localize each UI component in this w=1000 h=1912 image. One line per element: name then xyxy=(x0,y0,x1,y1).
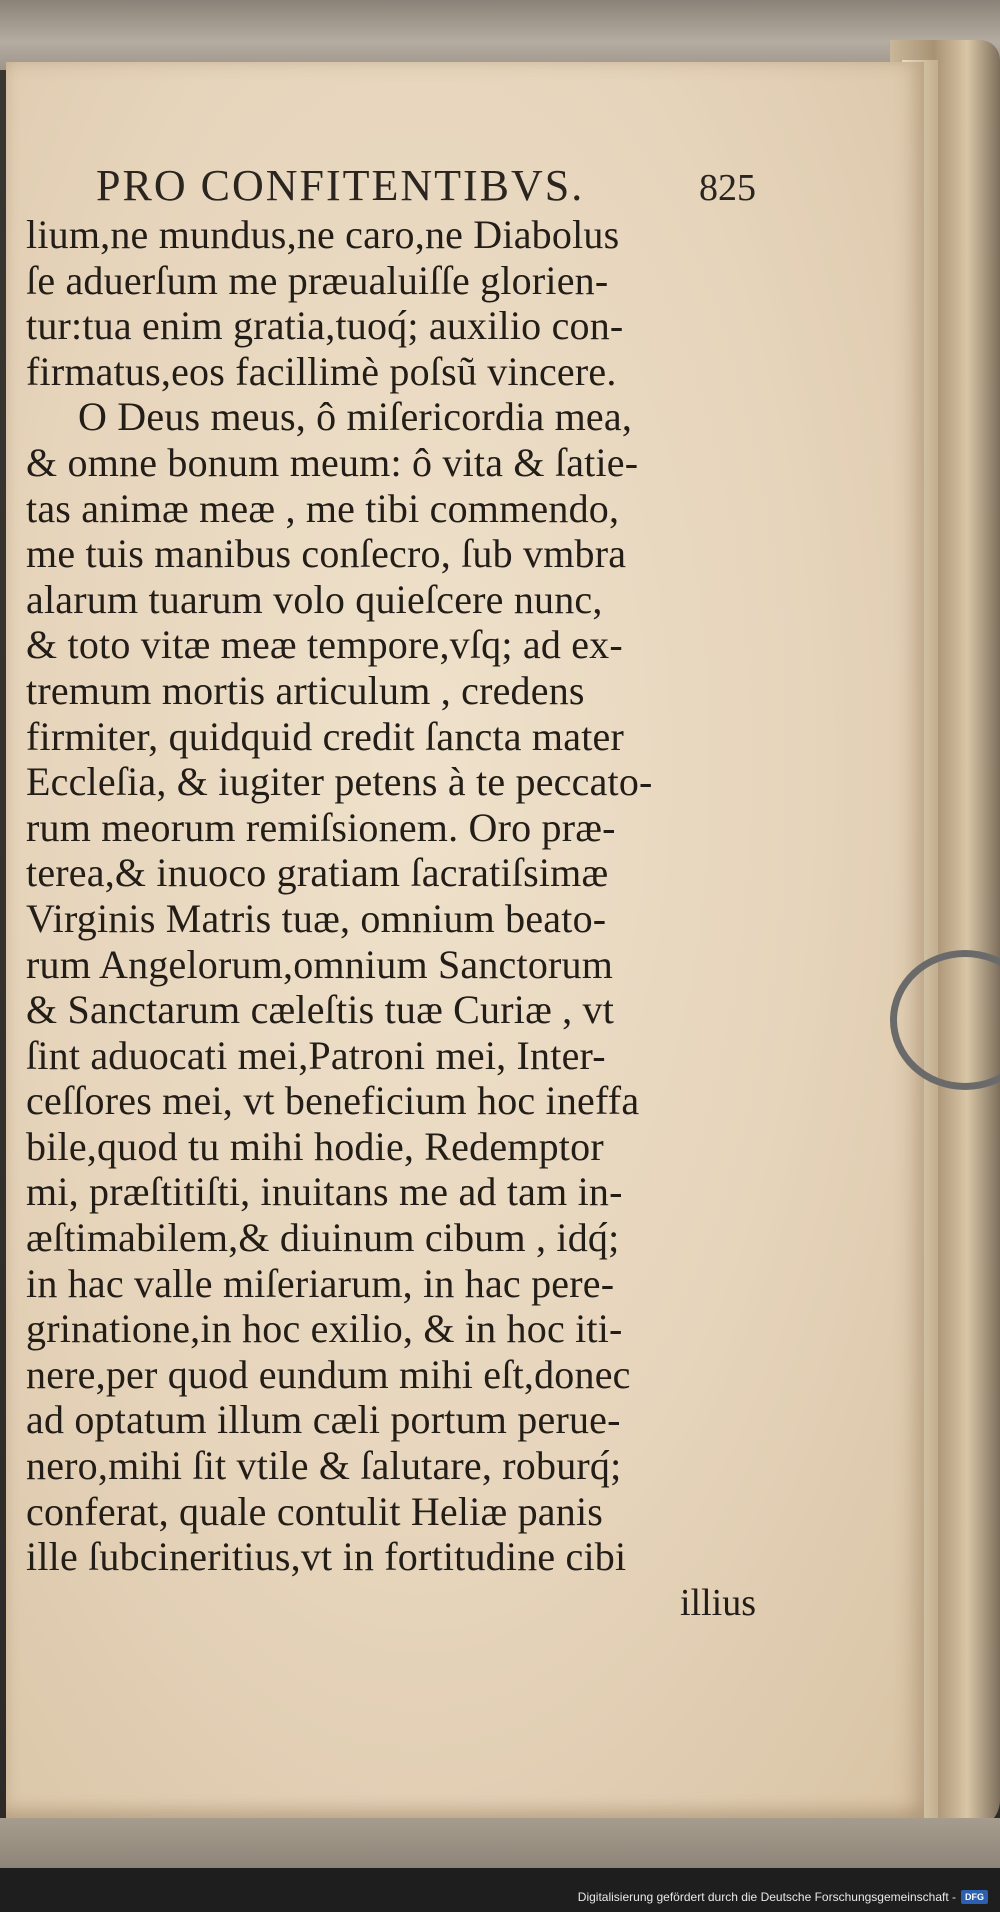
text-line: tur:tua enim gratia,tuoq́; auxilio con- xyxy=(26,303,624,349)
text-line: rum Angelorum,omnium Sanctorum xyxy=(26,941,614,987)
text-line: & Sanctarum cæleſtis tuæ Curiæ , vt xyxy=(26,987,615,1033)
text-line: lium,ne mundus,ne caro,ne Diabolus xyxy=(26,212,620,257)
text-line: terea,& inuoco gratiam ſacratiſsimæ xyxy=(26,850,609,896)
text-line: in hac valle miſeriarum, in hac pere- xyxy=(26,1260,615,1306)
body-text xyxy=(26,212,762,1626)
text-line: grinatione,in hoc exilio, & in hoc iti- xyxy=(26,1306,623,1352)
text-line: bile,quod tu mihi hodie, Redemptor xyxy=(26,1123,604,1169)
dfg-logo-icon: DFG xyxy=(961,1890,988,1904)
text-line: ille ſubcineritius,vt in fortitudine cibi xyxy=(26,1534,627,1580)
text-line: Virginis Matris tuæ, omnium beato- xyxy=(26,895,607,941)
credit-text: Digitalisierung gefördert durch die Deutsche Forschungsgemeinschaft - xyxy=(577,1890,956,1904)
digitization-credit xyxy=(578,1890,988,1904)
text-line: tas animæ meæ , me tibi commendo, xyxy=(26,485,620,531)
running-title: PRO CONFITENTIBVS. xyxy=(96,161,585,210)
text-line: me tuis manibus conſecro, ſub vmbra xyxy=(26,531,627,577)
running-head xyxy=(96,160,756,211)
text-line: rum meorum remiſsionem. Oro præ- xyxy=(26,804,616,850)
text-line: firmiter, quidquid credit ſancta mater xyxy=(26,713,624,759)
book-cover-top-edge xyxy=(0,0,1000,70)
text-line: firmatus,eos facillimè poſsũ vincere. xyxy=(26,348,617,394)
text-line: ad optatum illum cæli portum perue- xyxy=(26,1397,621,1443)
text-line: nero,mihi ſit vtile & ſalutare, roburq́; xyxy=(26,1443,622,1489)
text-line: alarum tuarum volo quieſcere nunc, xyxy=(26,576,603,622)
text-line: nere,per quod eundum mihi eſt,donec xyxy=(26,1351,631,1397)
catchword: illius xyxy=(679,1581,756,1624)
text-line: mi, præſtitiſti, inuitans me ad tam in- xyxy=(26,1169,623,1215)
text-line: conferat, quale contulit Heliæ panis xyxy=(26,1488,604,1534)
text-line: O Deus meus, ô miſericordia mea, xyxy=(78,394,633,440)
text-line: tremum mortis articulum , credens xyxy=(26,667,585,713)
text-line: Eccleſia, & iugiter petens à te peccato- xyxy=(26,759,653,805)
text-line: æſtimabilem,& diuinum cibum , idq́; xyxy=(26,1215,620,1261)
text-line: ſe aduerſum me præualuiſſe glorien- xyxy=(26,257,609,303)
text-line: & omne bonum meum: ô vita & ſatie- xyxy=(26,439,639,485)
text-line: & toto vitæ meæ tempore,vſq; ad ex- xyxy=(26,622,623,668)
page-number: 825 xyxy=(699,167,756,209)
footer-bar xyxy=(0,1868,1000,1912)
text-line: ceſſores mei, vt beneficium hoc ineffa xyxy=(26,1078,640,1124)
book-cover-bottom-edge xyxy=(0,1818,1000,1868)
text-line: ſint aduocati mei,Patroni mei, Inter- xyxy=(26,1032,606,1078)
